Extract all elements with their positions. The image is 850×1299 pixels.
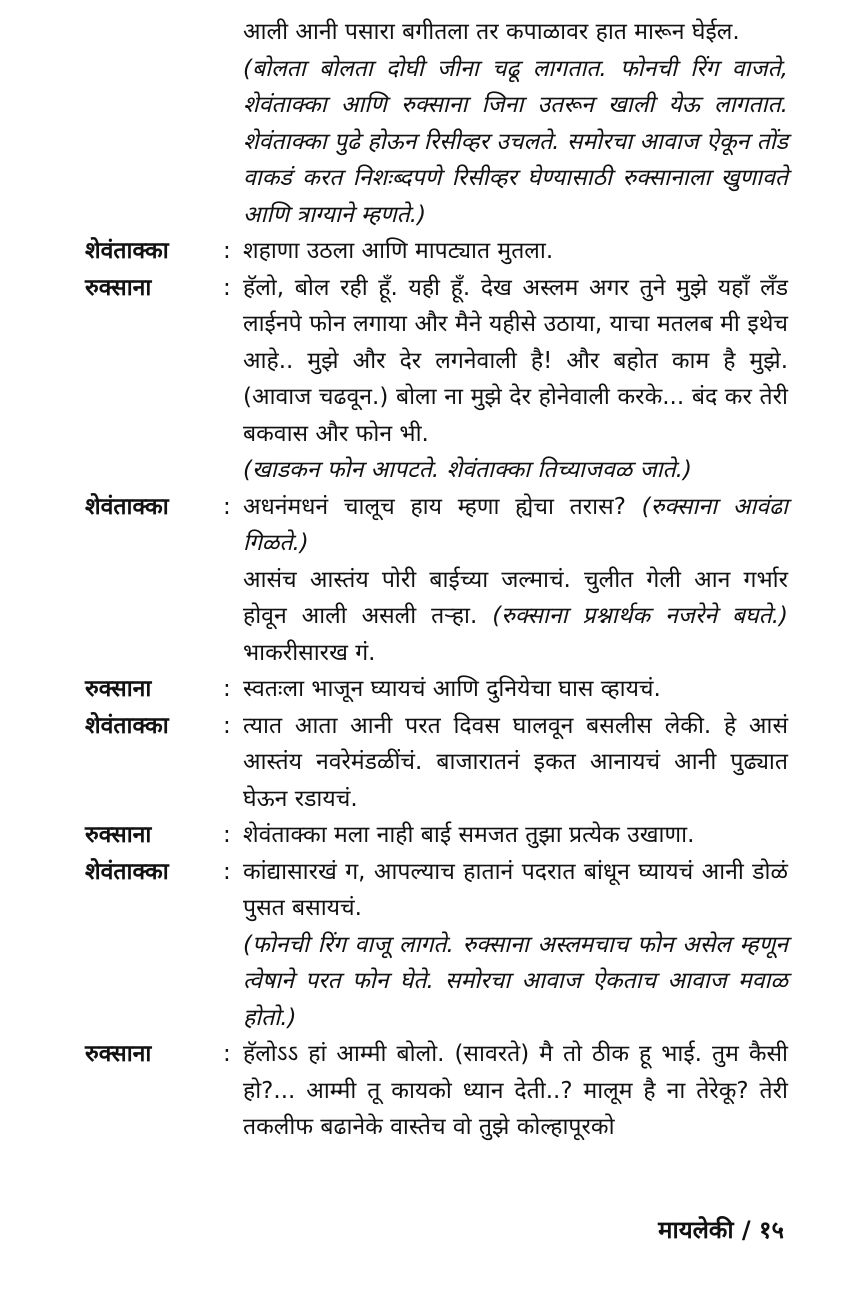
speaker-separator: : <box>223 858 231 885</box>
line-text-continued: भाकरीसारख गं. <box>243 639 376 666</box>
dialogue-line <box>243 671 788 708</box>
speaker-name: रुक्साना <box>85 676 152 702</box>
speech-text <box>243 270 788 489</box>
line-text: त्यात आता आनी परत दिवस घालवून बसलीस लेकी. हे आसं आस्तंय नवरेमंडळींचं. बाजारातनं इकत आनायचं आनी पुढ्यात घेऊन रडायचं. <box>243 712 788 812</box>
dialogue-line <box>243 817 788 854</box>
line-text: आसंच आस्तंय पोरी बाईच्या जल्माचं. चुलीत गेली आन गर्भार होवून आली असली तऱ्हा. <box>243 566 788 629</box>
dialogue-line <box>243 1036 788 1146</box>
dialogue-block <box>0 671 850 708</box>
speaker-name: रुक्साना <box>85 274 152 301</box>
line-text: शहाणा उठला आणि मापट्यात मुतला. <box>243 238 554 264</box>
speaker-name: शेवंताक्का <box>85 858 169 885</box>
dialogue-line <box>243 270 788 453</box>
dialogue-line <box>243 489 788 562</box>
speech-text <box>243 1036 788 1146</box>
speaker-separator: : <box>223 676 231 702</box>
stage-direction <box>243 927 788 1037</box>
dialogue-block <box>0 708 850 818</box>
inline-stage-direction: (रुक्साना आवंढा गिळते.) <box>243 493 788 556</box>
line-text: अधनंमधनं चालूच हाय म्हणा ह्येचा तरास? <box>243 493 642 520</box>
line-text: हॅलो, बोल रही हूँ. यही हूँ. देख अस्लम अगर तुने मुझे यहाँ लॅंड लाईनपे फोन लगाया और मैने यहीसे उठाया, याचा मतलब मी इथेच आहे.. मुझे और देर लगनेवाली है! और बहोत काम है मुझे. (आवाज चढवून.) बोला ना मुझे देर होनेवाली करके... बंद कर तेरी बकवास और फोन भी. <box>243 274 788 447</box>
line-text: स्वतःला भाजून घ्यायचं आणि दुनियेचा घास व्हायचं. <box>243 676 661 702</box>
speech-text <box>243 233 788 270</box>
speaker-separator: : <box>223 822 231 848</box>
dialogue-block <box>0 817 850 854</box>
dialogue-line <box>243 233 788 270</box>
inline-stage-direction: (रुक्साना प्रश्नार्थक नजरेने बघते.) <box>492 603 789 629</box>
speaker-name: शेवंताक्का <box>85 493 169 520</box>
page-footer: मायलेकी / १५ <box>658 1216 784 1244</box>
dialogue-line <box>243 562 788 672</box>
dialogue-block <box>0 233 850 270</box>
speaker-name: शेवंताक्का <box>85 712 169 739</box>
speaker-name: शेवंताक्का <box>85 238 169 264</box>
line-text: (फोनची रिंग वाजू लागते. रुक्साना अस्लमचाच फोन असेल म्हणून त्वेषाने परत फोन घेते. समोरचा आवाज ऐकताच आवाज मवाळ होतो.) <box>243 931 788 1031</box>
stage-direction <box>243 51 788 234</box>
dialogue-body <box>0 14 850 1146</box>
line-text: हॅलोऽऽ हां आम्मी बोलो. (सावरते) मै तो ठीक हू भाई. तुम कैसी हो?... आम्मी तू कायको ध्यान देती..? मालूम है ना तेरेकू? तेरी तकलीफ बढानेके वास्तेच वो तुझे कोल्हापूरको <box>243 1041 788 1140</box>
continuation-block <box>0 14 850 233</box>
dialogue-line <box>243 14 788 51</box>
speaker-separator: : <box>223 238 231 264</box>
speech-text <box>243 708 788 818</box>
speaker-name: रुक्साना <box>85 822 152 848</box>
speech-text <box>0 14 788 233</box>
speech-text <box>243 817 788 854</box>
dialogue-block <box>0 1036 850 1146</box>
speaker-separator: : <box>223 1041 231 1067</box>
line-text: कांद्यासारखं ग, आपल्याच हातानं पदरात बांधून घ्यायचं आनी डोळं पुसत बसायचं. <box>243 858 788 921</box>
dialogue-line <box>243 708 788 818</box>
dialogue-block <box>0 854 850 1037</box>
speaker-separator: : <box>223 274 231 301</box>
dialogue-block <box>0 270 850 489</box>
line-text: आली आनी पसारा बगीतला तर कपाळावर हात मारून घेईल. <box>243 19 740 45</box>
dialogue-block <box>0 489 850 672</box>
line-text: शेवंताक्का मला नाही बाई समजत तुझा प्रत्येक उखाणा. <box>243 822 695 848</box>
speech-text <box>243 854 788 1037</box>
line-text: (खाडकन फोन आपटते. शेवंताक्का तिच्याजवळ जाते.) <box>243 457 692 483</box>
speech-text <box>243 671 788 708</box>
line-text: (बोलता बोलता दोघी जीना चढू लागतात. फोनची रिंग वाजते, शेवंताक्का आणि रुक्साना जिना उतरून खाली येऊ लागतात. शेवंताक्का पुढे होऊन रिसीव्हर उचलते. समोरचा आवाज ऐकून तोंड वाकडं करत निशःब्दपणे रिसीव्हर घेण्यासाठी रुक्सानाला खुणावते आणि त्राग्याने म्हणते.) <box>243 55 788 228</box>
stage-direction <box>243 452 788 489</box>
speaker-separator: : <box>223 493 231 520</box>
speaker-separator: : <box>223 712 231 739</box>
speech-text <box>243 489 788 672</box>
dialogue-line <box>243 854 788 927</box>
speaker-name: रुक्साना <box>85 1041 152 1067</box>
